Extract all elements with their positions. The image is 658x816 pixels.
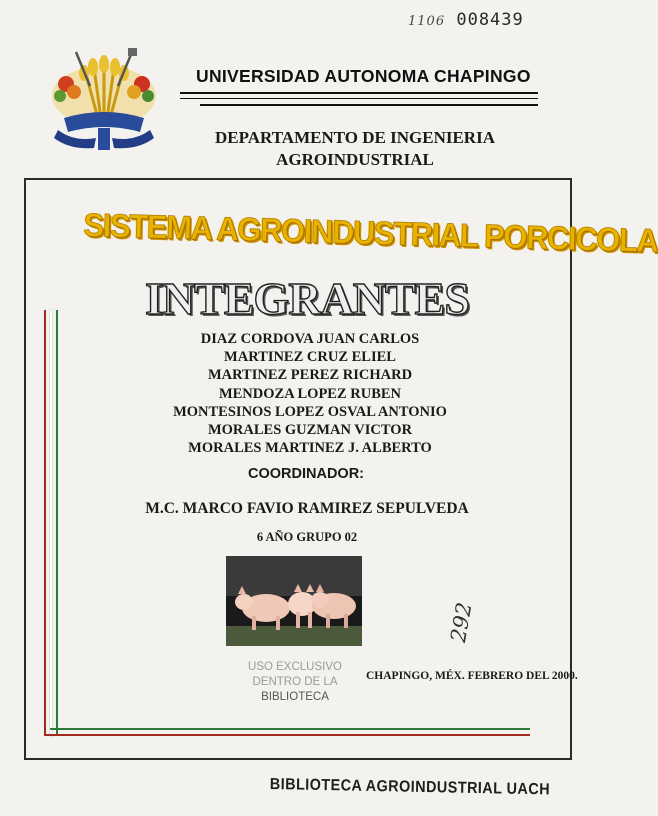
group-info: 6 AÑO GRUPO 02 — [256, 530, 358, 544]
library-footer-stamp: BIBLIOTECA AGROINDUSTRIAL UACH — [269, 776, 551, 799]
inventory-code: 008439 — [456, 10, 524, 30]
member-name: MARTINEZ CRUZ ELIEL — [224, 349, 396, 366]
inventory-number — [408, 10, 524, 30]
pigs-photo — [226, 556, 362, 646]
member-list — [0, 330, 600, 457]
handwritten-note — [446, 600, 486, 664]
header-rule-bottom — [200, 104, 538, 106]
coordinator-name: M.C. MARCO FAVIO RAMIREZ SEPULVEDA — [145, 500, 469, 517]
department-name-line2: AGROINDUSTRIAL — [276, 150, 434, 169]
member-name: MENDOZA LOPEZ RUBEN — [218, 385, 402, 402]
members-heading: INTEGRANTES — [145, 273, 469, 324]
coordinator-label: COORDINADOR: — [248, 466, 364, 482]
member-name: MARTINEZ PEREZ RICHARD — [207, 367, 413, 384]
inventory-prefix: 1106 — [408, 14, 446, 29]
member-name: MORALES MARTINEZ J. ALBERTO — [188, 440, 432, 457]
project-title: SISTEMA AGROINDUSTRIAL PORCICOLA — [83, 206, 658, 259]
university-name: UNIVERSIDAD AUTONOMA CHAPINGO — [196, 66, 531, 86]
place-date: CHAPINGO, MÉX. FEBRERO DEL 2000. — [366, 670, 578, 682]
stamp-line3: BIBLIOTECA — [261, 691, 329, 703]
red-horizontal-line — [44, 734, 530, 736]
member-name: MONTESINOS LOPEZ OSVAL ANTONIO — [173, 403, 447, 420]
green-horizontal-line — [50, 728, 530, 730]
library-stamp — [236, 660, 354, 714]
department-name-line1: DEPARTAMENTO DE INGENIERIA — [215, 128, 495, 147]
header-rule-top — [180, 92, 538, 94]
stamp-line1: USO EXCLUSIVO — [248, 661, 342, 673]
handwritten-page-number: 292 — [446, 600, 477, 645]
member-name: DIAZ CORDOVA JUAN CARLOS — [200, 331, 420, 347]
header-rule-middle — [180, 98, 538, 99]
member-name: MORALES GUZMAN VICTOR — [207, 422, 413, 439]
stamp-line2: DENTRO DE LA — [252, 676, 338, 688]
